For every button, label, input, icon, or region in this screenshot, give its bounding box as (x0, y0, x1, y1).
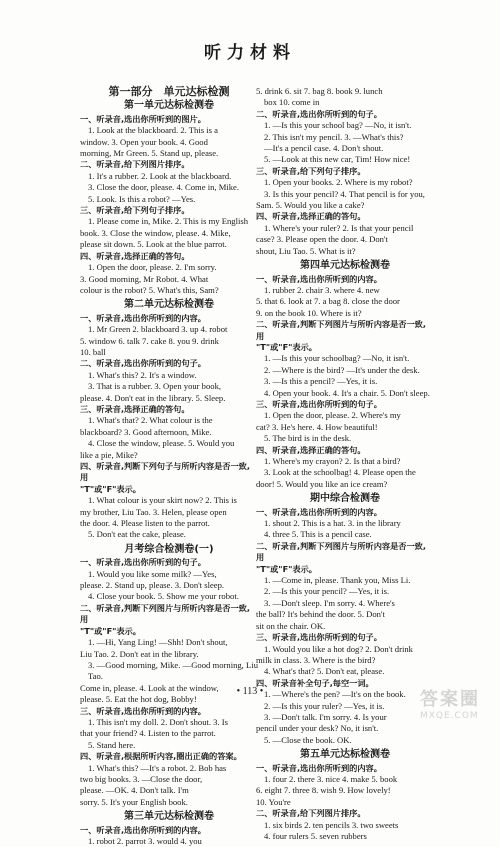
unit-title: 第三单元达标检测卷 (124, 811, 214, 823)
transcript-line: book. 3. Close the window, please. 4. Mike, (80, 227, 231, 238)
unit-title: 第一单元达标检测卷 (124, 100, 214, 112)
transcript-line: Sam. 5. Would you like a cake? (256, 200, 365, 211)
transcript-line: the ball? It's behind the door. 5. Don't (256, 609, 385, 620)
transcript-line: 1. four 2. there 3. nice 4. make 5. book (264, 773, 398, 784)
section-heading: 四、听录音补全句子,每空一词。 (256, 677, 374, 688)
transcript-line: 1. —Is this your school bag? —No, it isn't. (264, 120, 412, 131)
section-heading: "T"或"F"表示。 (80, 483, 141, 494)
section-heading: "T"或"F"表示。 (256, 341, 317, 352)
page-number: • 113 • (236, 686, 264, 697)
transcript-line: case? 3. Please open the door. 4. Don't (256, 234, 388, 245)
transcript-line: 1. It's a rubber. 2. Look at the blackboard. (88, 170, 232, 181)
transcript-line: 4. Close your book. 5. Show me your robot. (88, 591, 239, 602)
transcript-line: 1. rubber 2. chair 3. where 4. new (264, 284, 380, 295)
transcript-line: 1. robot 2. parrot 3. would 4. you (88, 836, 202, 846)
transcript-line: 3. —Is this a pencil? —Yes, it is. (264, 376, 378, 387)
transcript-line: 1. Mr Green 2. blackboard 3. up 4. robot (88, 324, 228, 335)
transcript-line: 6. eight 7. three 8. wish 9. How lovely! (256, 785, 391, 796)
transcript-line: 5. window 6. talk 7. cake 8. you 9. drink (80, 335, 219, 346)
transcript-line: 1. Would you like a hot dog? 2. Don't drink (264, 643, 413, 654)
transcript-line: 3. —Don't talk. I'm sorry. 4. Is your (264, 711, 387, 722)
section-heading: 二、听录音,判断下列图片与所听内容是否一致,用 (256, 540, 426, 563)
transcript-line: 10. You're (256, 796, 291, 807)
transcript-line: Liu Tao. 2. Don't eat in the library. (80, 648, 199, 659)
transcript-line: 3. —Don't sleep. I'm sorry. 4. Where's (264, 597, 395, 608)
transcript-line: 9. on the book 10. Where is it? (256, 307, 362, 318)
transcript-line: sit on the chair. OK. (256, 620, 326, 631)
transcript-line: 1. —Come in, please. Thank you, Miss Li. (264, 575, 411, 586)
section-heading: 二、听录音,判断下列图片与所听内容是否一致,用 (256, 319, 426, 341)
section-heading: 一、听录音,选出你所听到的内容。 (256, 762, 382, 773)
transcript-line: 3. Look at the schoolbag! 4. Please open the (264, 467, 416, 478)
left-column (80, 86, 258, 847)
transcript-line: 1. —Hi, Yang Ling! —Shh! Don't shout, (88, 637, 228, 648)
transcript-line: pencil under your desk? No, it isn't. (256, 723, 379, 734)
transcript-line: 2. This isn't my pencil. 3. —What's this? (264, 131, 404, 142)
watermark-text-en: MXQE.COM (420, 711, 479, 721)
section-heading: 四、听录音,根据所听内容,圈出正确的答案。 (80, 751, 242, 762)
section-heading: 四、听录音,选择正确的答句。 (256, 444, 366, 455)
transcript-line: colour is the robot? 5. What's this, Sam? (80, 284, 219, 295)
part-title: 第一部分 单元达标检测 (108, 85, 230, 98)
transcript-line: please. 5. Eat the hot dog, Bobby! (80, 694, 197, 705)
page-title: 听力材料 (204, 43, 296, 63)
right-column (256, 86, 434, 842)
transcript-line: door! 5. Would you like an ice cream? (256, 478, 388, 489)
transcript-line: 1. This isn't my doll. 2. Don't shout. 3. Is (88, 716, 228, 727)
transcript-line: 3. —Good morning, Mike. —Good morning, Liu Tao. (88, 659, 258, 682)
transcript-line: 1. What colour is your skirt now? 2. This is (88, 495, 237, 506)
transcript-line: box 10. come in (264, 97, 320, 108)
transcript-line: 5. drink 6. sit 7. bag 8. book 9. lunch (256, 86, 383, 96)
transcript-line: please sit down. 5. Look at the blue parrot. (80, 239, 227, 250)
transcript-line: 4. four rulers 5. seven rubbers (264, 831, 367, 841)
section-heading: 四、听录音,选择正确的答句。 (80, 250, 190, 261)
unit-title: 第二单元达标检测卷 (124, 299, 214, 311)
transcript-line: 5. Stand here. (88, 739, 136, 750)
unit-title: 月考综合检测卷(一) (124, 543, 214, 555)
section-heading: 四、听录音,判断下列句子与所听内容是否一致,用 (80, 461, 250, 483)
section-heading: 二、听录音,判断下列图片与所听内容是否一致,用 (80, 602, 250, 625)
section-heading: 一、听录音,选出你所听到的图片。 (80, 113, 206, 124)
transcript-line: —It's a pencil case. 4. Don't shout. (264, 143, 384, 154)
transcript-line: 4. What's that? 5. Don't eat, please. (264, 666, 385, 677)
transcript-line: 1. Where's your ruler? 2. Is that your pencil (264, 222, 414, 233)
transcript-line: 1. Open the door, please. 2. Where's my (264, 410, 401, 421)
watermark-text-cn: 答案圈 (420, 689, 480, 710)
transcript-line: 2. —Is this your pencil? —Yes, it is. (264, 586, 390, 597)
section-heading: 二、听录音,选出你所听到的句子。 (256, 108, 382, 119)
section-heading: 四、听录音,选择正确的答句。 (256, 211, 366, 222)
transcript-line: milk in class. 3. Where is the bird? (256, 654, 376, 665)
section-heading: 三、听录音,给下列句子排序。 (80, 205, 190, 216)
transcript-line: 5. The bird is in the desk. (264, 433, 352, 444)
transcript-line: 2. —Is this your ruler? —Yes, it is. (264, 700, 385, 711)
section-heading: 三、听录音,选出你所听到的句子。 (256, 632, 382, 643)
section-heading: 三、听录音,给下列句子排序。 (256, 165, 366, 176)
transcript-line: 1. What's that? 2. What colour is the (88, 415, 213, 426)
transcript-line: 1. What's this? —It's a robot. 2. Bob has (88, 762, 227, 773)
section-heading: 二、听录音,选出你所听到的句子。 (80, 358, 206, 369)
section-heading: 一、听录音,选出你所听到的句子。 (80, 557, 206, 568)
transcript-line: my brother, Liu Tao. 3. Helen, please open (80, 506, 227, 517)
transcript-line: 5. —Close the book. OK. (264, 734, 352, 745)
section-heading: 三、听录音,选择正确的答句。 (80, 403, 190, 414)
section-heading: "T"或"F"表示。 (80, 625, 141, 636)
watermark-logo (420, 685, 488, 725)
section-heading: 一、听录音,选出你所听到的内容。 (256, 506, 382, 517)
section-heading: 三、听录音,选出你所听到的句子。 (256, 398, 382, 409)
transcript-line: 1. —Where's the pen? —It's on the book. (264, 689, 406, 700)
section-heading: 一、听录音,选出你所听到的内容。 (256, 273, 382, 284)
transcript-line: 1. shout 2. This is a hat. 3. in the library (264, 518, 401, 529)
unit-title: 第五单元达标检测卷 (300, 749, 390, 761)
transcript-line: 1. Where's my crayon? 2. Is that a bird? (264, 456, 401, 466)
transcript-line: 3. Close the door, please. 4. Come in, Mike. (88, 182, 239, 193)
transcript-line: 3. Good morning, Mr Robot. 4. What (80, 273, 209, 284)
transcript-line: 4. Close the window, please. 5. Would you (88, 438, 235, 449)
transcript-line: the door. 4. Please listen to the parrot. (80, 518, 210, 529)
transcript-line: two big books. 3. —Close the door, (80, 773, 203, 784)
transcript-line: like a pie, Mike? (80, 449, 138, 460)
section-heading: "T"或"F"表示。 (256, 563, 317, 574)
transcript-line: 1. six birds 2. ten pencils 3. two sweets (264, 819, 399, 830)
transcript-line: 4. three 5. This is a pencil case. (264, 529, 372, 540)
transcript-line: that your friend? 4. Listen to the parrot. (80, 728, 216, 739)
transcript-line: morning, Mr Green. 5. Stand up, please. (80, 148, 219, 159)
transcript-line: 5. Look. Is this a robot? —Yes. (88, 193, 196, 204)
transcript-line: 1. —Is this your schoolbag? —No, it isn't. (264, 353, 410, 364)
section-heading: 二、听录音,给下列图片排序。 (80, 159, 190, 170)
transcript-line: cat? 3. He's here. 4. How beautiful! (256, 421, 378, 432)
transcript-line: sorry. 5. It's your English book. (80, 796, 188, 807)
transcript-line: please. —OK. 4. Don't talk. I'm (80, 785, 189, 796)
section-heading: 一、听录音,选出你所听到的内容。 (80, 824, 206, 835)
transcript-line: 1. What's this? 2. It's a window. (88, 369, 197, 380)
unit-title: 第四单元达标检测卷 (300, 260, 390, 272)
transcript-line: 1. Look at the blackboard. 2. This is a (88, 125, 218, 136)
transcript-line: shout, Liu Tao. 5. What is it? (256, 245, 356, 256)
transcript-line: 5. Don't eat the cake, please. (88, 529, 186, 540)
transcript-line: blackboard? 3. Good afternoon, Mike. (80, 426, 212, 437)
transcript-line: 3. Is this your pencil? 4. That pencil is for you, (264, 188, 425, 199)
transcript-line: 1. Would you like some milk? —Yes, (88, 568, 217, 579)
transcript-line: please. 4. Don't eat in the library. 5. Sleep. (80, 392, 226, 403)
transcript-line: 1. Open your books. 2. Where is my robot? (264, 177, 413, 188)
section-heading: 三、听录音,选出你所听到的内容。 (80, 705, 206, 716)
section-heading: 一、听录音,选出你所听到的内容。 (80, 312, 206, 323)
transcript-line: 1. Open the door, please. 2. I'm sorry. (88, 262, 217, 273)
transcript-line: please. 2. Stand up, please. 3. Don't sleep. (80, 580, 225, 591)
transcript-line: 3. That is a rubber. 3. Open your book, (88, 381, 222, 392)
transcript-line: 10. ball (80, 346, 106, 357)
unit-title: 期中综合检测卷 (310, 493, 380, 505)
transcript-line: Come in, please. 4. Look at the window, (80, 682, 219, 693)
transcript-line: 1. Please come in, Mike. 2. This is my English (88, 216, 249, 227)
transcript-line: 5. —Look at this new car, Tim! How nice! (264, 154, 411, 165)
transcript-line: 4. Open your book. 4. It's a chair. 5. Don't sleep. (264, 387, 430, 398)
transcript-line: 5. that 6. look at 7. a bag 8. close the door (256, 296, 400, 307)
section-heading: 二、听录音,给下列图片排序。 (256, 808, 366, 819)
transcript-line: window. 3. Open your book. 4. Good (80, 136, 208, 147)
transcript-line: 2. —Where is the bird? —It's under the desk. (264, 364, 420, 375)
